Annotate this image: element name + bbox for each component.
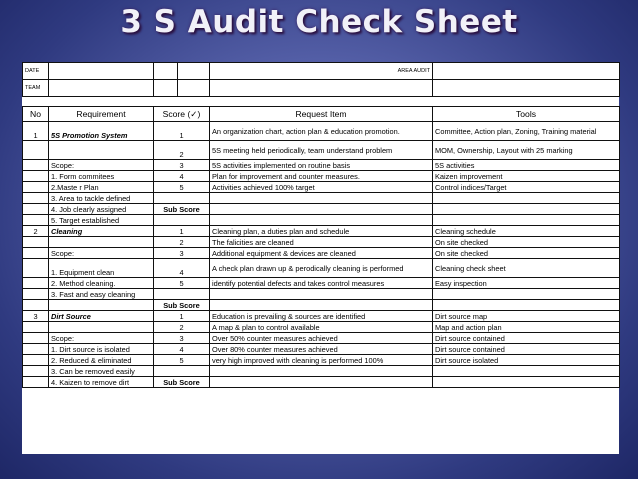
requirement-cell: 1. Form commitees <box>49 171 154 182</box>
requirement-cell: 2. Reduced & eliminated <box>49 355 154 366</box>
table-row <box>23 355 620 366</box>
column-header-row <box>23 107 620 122</box>
tools-cell: Dirt source map <box>433 311 620 322</box>
tools-cell: Kaizen improvement <box>433 171 620 182</box>
requirement-cell <box>49 300 154 311</box>
table-row <box>23 193 620 204</box>
request-item-cell: The falicities are cleaned <box>210 237 433 248</box>
requirement-cell: 4. Kaizen to remove dirt <box>49 377 154 388</box>
row-number <box>23 160 49 171</box>
tools-cell <box>433 204 620 215</box>
table-row <box>23 366 620 377</box>
table-row <box>23 333 620 344</box>
request-item-cell: 5S activities implemented on routine basis <box>210 160 433 171</box>
table-row <box>23 204 620 215</box>
row-number <box>23 333 49 344</box>
requirement-cell: 4. Job clearly assigned <box>49 204 154 215</box>
request-item-cell: Over 80% counter measures achieved <box>210 344 433 355</box>
row-number <box>23 289 49 300</box>
requirement-cell: 2.Maste r Plan <box>49 182 154 193</box>
column-header: Request Item <box>210 107 433 122</box>
tools-cell <box>433 193 620 204</box>
requirement-cell: 2. Method cleaning. <box>49 278 154 289</box>
score-cell[interactable] <box>154 193 210 204</box>
requirement-cell: 5S Promotion System <box>49 122 154 141</box>
score-cell[interactable] <box>154 289 210 300</box>
row-number <box>23 237 49 248</box>
requirement-cell: 3. Can be removed easily <box>49 366 154 377</box>
tools-cell: Control indices/Target <box>433 182 620 193</box>
score-cell[interactable]: Sub Score <box>154 300 210 311</box>
tools-cell <box>433 300 620 311</box>
score-cell[interactable]: 2 <box>154 322 210 333</box>
table-row <box>23 259 620 278</box>
score-cell[interactable]: 4 <box>154 344 210 355</box>
request-item-cell: Activities achieved 100% target <box>210 182 433 193</box>
tools-cell: Map and action plan <box>433 322 620 333</box>
table-row <box>23 226 620 237</box>
request-item-cell <box>210 300 433 311</box>
column-header: Tools <box>433 107 620 122</box>
team-field[interactable] <box>49 80 154 97</box>
date-label: DATE <box>23 63 49 80</box>
score-cell[interactable]: Sub Score <box>154 204 210 215</box>
row-number <box>23 182 49 193</box>
row-number: 3 <box>23 311 49 322</box>
tools-cell: Dirt source isolated <box>433 355 620 366</box>
request-item-cell: A check plan drawn up & perodically cleaning is performed <box>210 259 433 278</box>
score-cell[interactable]: 3 <box>154 248 210 259</box>
row-number <box>23 366 49 377</box>
tools-cell: Dirt source contained <box>433 344 620 355</box>
request-item-cell <box>210 204 433 215</box>
score-cell[interactable]: Sub Score <box>154 377 210 388</box>
request-item-cell <box>210 289 433 300</box>
tools-cell: Committee, Action plan, Zoning, Training material <box>433 122 620 141</box>
requirement-cell: Scope: <box>49 160 154 171</box>
tools-cell: Cleaning schedule <box>433 226 620 237</box>
tools-cell: Dirt source contained <box>433 333 620 344</box>
requirement-cell: 3. Area to tackle defined <box>49 193 154 204</box>
requirement-cell: Dirt Source <box>49 311 154 322</box>
tools-cell: On site checked <box>433 248 620 259</box>
score-cell[interactable]: 1 <box>154 226 210 237</box>
table-row <box>23 289 620 300</box>
score-cell[interactable]: 1 <box>154 311 210 322</box>
request-item-cell <box>210 193 433 204</box>
table-row <box>23 300 620 311</box>
team-label: TEAM <box>23 80 49 97</box>
requirement-cell: Scope: <box>49 333 154 344</box>
row-number <box>23 344 49 355</box>
tools-cell: MOM, Ownership, Layout with 25 marking <box>433 141 620 160</box>
requirement-cell <box>49 322 154 333</box>
tools-cell <box>433 215 620 226</box>
table-row <box>23 311 620 322</box>
table-row <box>23 278 620 289</box>
header-table <box>22 62 620 97</box>
column-header: Requirement <box>49 107 154 122</box>
audit-table <box>22 106 620 388</box>
request-item-cell: Education is prevailing & sources are identified <box>210 311 433 322</box>
row-number <box>23 278 49 289</box>
requirement-cell: 1. Equipment clean <box>49 259 154 278</box>
row-number <box>23 322 49 333</box>
table-row <box>23 122 620 141</box>
row-number <box>23 193 49 204</box>
tools-cell: On site checked <box>433 237 620 248</box>
row-number <box>23 377 49 388</box>
table-row <box>23 377 620 388</box>
request-item-cell: A map & plan to control available <box>210 322 433 333</box>
tools-cell <box>433 366 620 377</box>
table-row <box>23 160 620 171</box>
row-number: 2 <box>23 226 49 237</box>
request-item-cell: Cleaning plan, a duties plan and schedule <box>210 226 433 237</box>
request-item-cell: identify potential defects and takes control measures <box>210 278 433 289</box>
score-cell[interactable]: 3 <box>154 333 210 344</box>
row-number <box>23 171 49 182</box>
area-audit-label: AREA AUDIT <box>210 63 433 80</box>
request-item-cell <box>210 377 433 388</box>
score-cell[interactable]: 2 <box>154 237 210 248</box>
request-item-cell <box>210 215 433 226</box>
score-cell[interactable]: 3 <box>154 160 210 171</box>
tools-cell <box>433 289 620 300</box>
table-row <box>23 141 620 160</box>
request-item-cell <box>210 366 433 377</box>
request-item-cell: 5S meeting held periodically, team understand problem <box>210 141 433 160</box>
request-item-cell: An organization chart, action plan & education promotion. <box>210 122 433 141</box>
table-row <box>23 171 620 182</box>
score-cell[interactable] <box>154 366 210 377</box>
date-field[interactable] <box>49 63 154 80</box>
row-number <box>23 300 49 311</box>
row-number <box>23 248 49 259</box>
table-row <box>23 248 620 259</box>
row-number <box>23 215 49 226</box>
score-cell[interactable] <box>154 215 210 226</box>
request-item-cell: Over 50% counter measures achieved <box>210 333 433 344</box>
score-cell[interactable]: 5 <box>154 182 210 193</box>
tools-cell: 5S activities <box>433 160 620 171</box>
column-header: Score (✓) <box>154 107 210 122</box>
table-row <box>23 237 620 248</box>
tools-cell: Cleaning check sheet <box>433 259 620 278</box>
requirement-cell <box>49 237 154 248</box>
score-cell[interactable]: 5 <box>154 355 210 366</box>
score-cell[interactable]: 1 <box>154 122 210 141</box>
score-cell[interactable]: 4 <box>154 171 210 182</box>
requirement-cell: Scope: <box>49 248 154 259</box>
request-item-cell: Plan for improvement and counter measures. <box>210 171 433 182</box>
requirement-cell: Cleaning <box>49 226 154 237</box>
requirement-cell: 5. Target established <box>49 215 154 226</box>
row-number <box>23 355 49 366</box>
request-item-cell: very high improved with cleaning is performed 100% <box>210 355 433 366</box>
score-cell[interactable]: 4 <box>154 259 210 278</box>
table-row <box>23 182 620 193</box>
audit-sheet <box>22 62 619 454</box>
requirement-cell <box>49 141 154 160</box>
area-audit-field[interactable] <box>433 63 620 80</box>
requirement-cell: 3. Fast and easy cleaning <box>49 289 154 300</box>
row-number: 1 <box>23 122 49 141</box>
column-header: No <box>23 107 49 122</box>
score-cell[interactable]: 5 <box>154 278 210 289</box>
page-title: 3 S Audit Check Sheet <box>120 4 518 40</box>
request-item-cell: Additional equipment & devices are cleaned <box>210 248 433 259</box>
row-number <box>23 259 49 278</box>
table-row <box>23 215 620 226</box>
table-row <box>23 344 620 355</box>
row-number <box>23 141 49 160</box>
tools-cell: Easy inspection <box>433 278 620 289</box>
tools-cell <box>433 377 620 388</box>
score-cell[interactable]: 2 <box>154 141 210 160</box>
requirement-cell: 1. Dirt source is isolated <box>49 344 154 355</box>
table-row <box>23 322 620 333</box>
row-number <box>23 204 49 215</box>
